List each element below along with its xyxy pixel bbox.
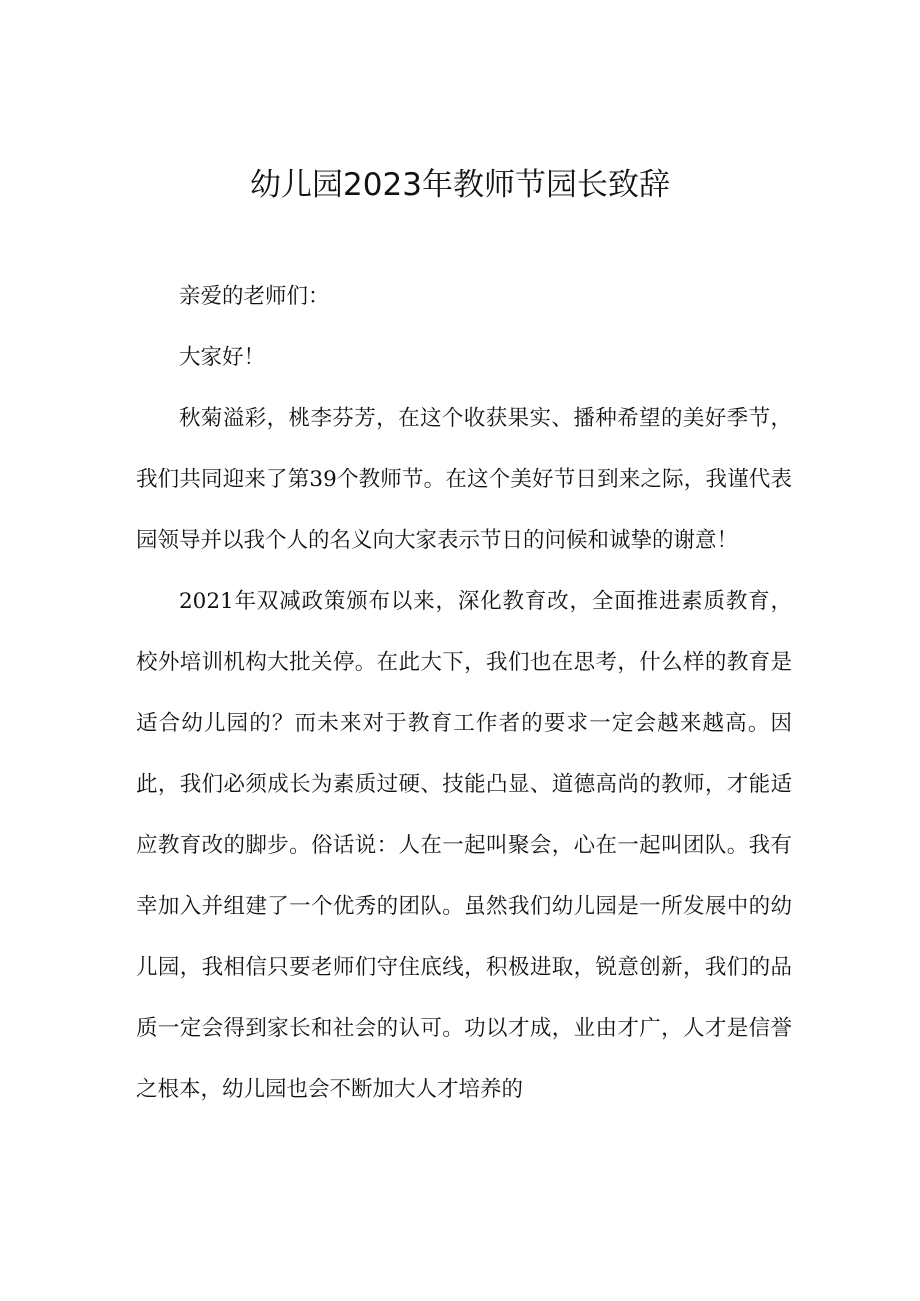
document-body (136, 266, 792, 1120)
document-title: 幼儿园2023年教师节园长致辞 (250, 167, 670, 203)
salutation-paragraph: 亲爱的老师们： (179, 284, 330, 309)
greeting-paragraph: 大家好！ (179, 345, 266, 370)
body-paragraph: 秋菊溢彩，桃李芬芳，在这个收获果实、播种希望的美好季节，我们共同迎来了第39个教师节。在这个美好节日到来之际，我谨代表园领导并以我个人的名义向大家表示节日的问候和诚挚的谢意！ (136, 406, 792, 553)
body-paragraph: 2021年双减政策颁布以来，深化教育改，全面推进素质教育，校外培训机构大批关停。在此大下，我们也在思考，什么样的教育是适合幼儿园的？而未来对于教育工作者的要求一定会越来越高。因此，我们必须成长为素质过硬、技能凸显、道德高尚的教师，才能适应教育改的脚步。俗话说：人在一起叫聚会，心在一起叫团队。我有幸加入并组建了一个优秀的团队。虽然我们幼儿园是一所发展中的幼儿园，我相信只要老师们守住底线，积极进取，锐意创新，我们的品质一定会得到家长和社会的认可。功以才成，业由才广，人才是信誉之根本，幼儿园也会不断加大人才培养的 (136, 589, 792, 1102)
